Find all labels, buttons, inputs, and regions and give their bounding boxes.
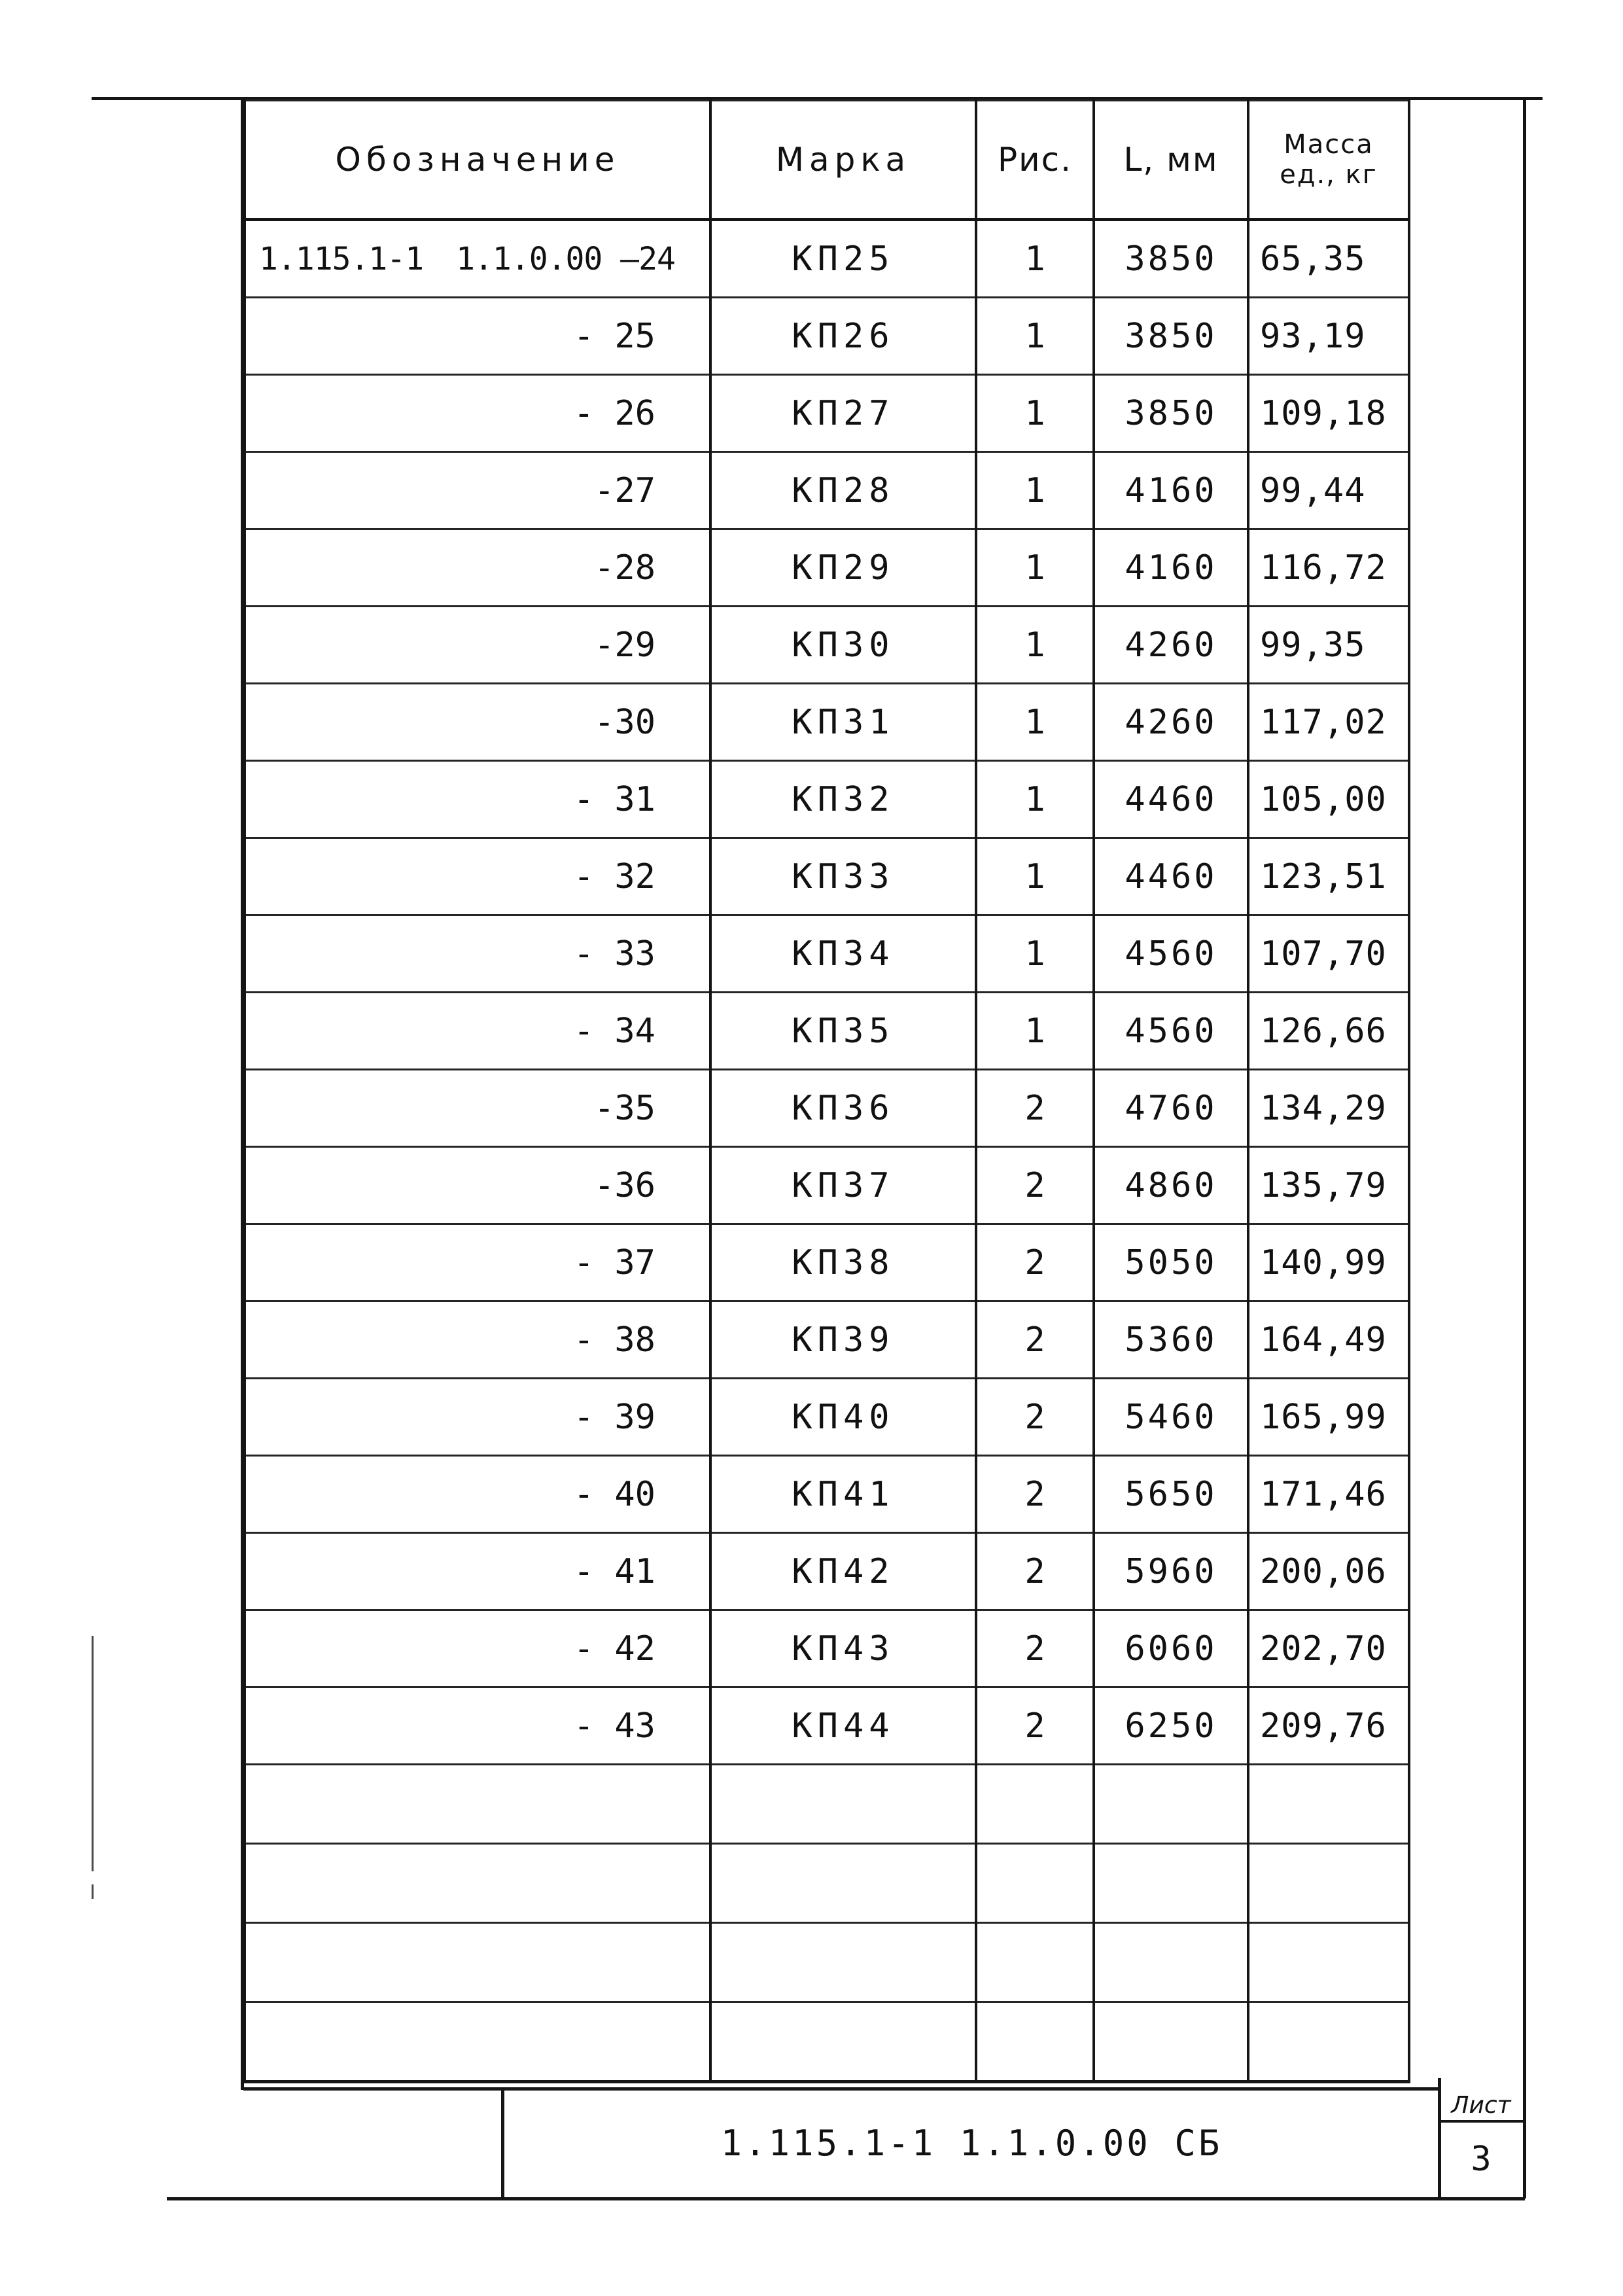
- mass-cell: 107,70: [1248, 915, 1409, 993]
- designation-value: - 40: [573, 1474, 655, 1514]
- designation-value: - 25: [573, 316, 655, 356]
- designation-value: - 32: [573, 857, 655, 896]
- table-row: [245, 993, 1409, 1070]
- column-header-designation: Обозначение: [245, 101, 710, 220]
- column-header-mark: Марка: [710, 101, 976, 220]
- designation-value: - 42: [573, 1629, 655, 1669]
- sheet-label-underline: [1438, 2120, 1524, 2123]
- length-cell: 3850: [1094, 220, 1248, 298]
- length-cell: 4760: [1094, 1070, 1248, 1147]
- table-row: [245, 452, 1409, 529]
- table-row: [245, 1456, 1409, 1533]
- mass-cell: 65,35: [1248, 220, 1409, 298]
- table-row: [245, 220, 1409, 298]
- table-body: [245, 220, 1409, 2082]
- length-cell: 4260: [1094, 684, 1248, 761]
- length-cell: 4260: [1094, 607, 1248, 684]
- designation-cell: [245, 1224, 710, 1301]
- designation-cell: [245, 607, 710, 684]
- mark-cell: КП42: [710, 1533, 976, 1610]
- blank-cell: [245, 1844, 710, 1923]
- table-row: [245, 761, 1409, 838]
- figure-cell: 2: [976, 1456, 1094, 1533]
- designation-cell: [245, 838, 710, 915]
- figure-cell: 2: [976, 1379, 1094, 1456]
- length-cell: 3850: [1094, 298, 1248, 375]
- designation-cell: [245, 684, 710, 761]
- blank-cell: [1248, 2002, 1409, 2082]
- designation-value: - 33: [573, 934, 655, 974]
- mass-cell: 164,49: [1248, 1301, 1409, 1379]
- blank-cell: [1248, 1923, 1409, 2002]
- mark-cell: КП29: [710, 529, 976, 607]
- designation-value: - 37: [573, 1243, 655, 1282]
- blank-cell: [245, 1923, 710, 2002]
- blank-cell: [245, 1765, 710, 1844]
- sheet-label: Лист: [1451, 2091, 1511, 2119]
- blank-cell: [1094, 1844, 1248, 1923]
- length-cell: 5360: [1094, 1301, 1248, 1379]
- mass-cell: 140,99: [1248, 1224, 1409, 1301]
- binding-edge-mark: [92, 1636, 94, 1871]
- figure-cell: 2: [976, 1687, 1094, 1765]
- designation-cell: [245, 529, 710, 607]
- blank-table-row: [245, 2002, 1409, 2082]
- length-cell: 5650: [1094, 1456, 1248, 1533]
- blank-table-row: [245, 1844, 1409, 1923]
- designation-value: -29: [594, 625, 655, 665]
- length-cell: 4560: [1094, 915, 1248, 993]
- mass-header-line1: Масса: [1283, 130, 1374, 160]
- figure-cell: 1: [976, 220, 1094, 298]
- table-row: [245, 607, 1409, 684]
- table-row: [245, 1224, 1409, 1301]
- mass-cell: 105,00: [1248, 761, 1409, 838]
- figure-cell: 2: [976, 1224, 1094, 1301]
- designation-value: -27: [594, 470, 655, 510]
- mass-cell: 202,70: [1248, 1610, 1409, 1687]
- mark-cell: КП31: [710, 684, 976, 761]
- length-cell: 3850: [1094, 375, 1248, 452]
- table-row: [245, 375, 1409, 452]
- designation-cell: [245, 298, 710, 375]
- blank-cell: [710, 1923, 976, 2002]
- designation-value: - 38: [573, 1320, 655, 1360]
- length-cell: 4860: [1094, 1147, 1248, 1224]
- table-row: [245, 1379, 1409, 1456]
- figure-cell: 1: [976, 452, 1094, 529]
- blank-cell: [245, 2002, 710, 2082]
- figure-cell: 2: [976, 1147, 1094, 1224]
- table-row: [245, 684, 1409, 761]
- blank-cell: [976, 2002, 1094, 2082]
- mass-cell: 126,66: [1248, 993, 1409, 1070]
- blank-cell: [1094, 1923, 1248, 2002]
- document-code: 1.115.1-1 1.1.0.00 СБ: [720, 2122, 1223, 2164]
- mark-cell: КП32: [710, 761, 976, 838]
- length-cell: 6060: [1094, 1610, 1248, 1687]
- length-cell: 5960: [1094, 1533, 1248, 1610]
- designation-value: - 26: [573, 393, 655, 433]
- table-row: [245, 1147, 1409, 1224]
- figure-cell: 1: [976, 915, 1094, 993]
- mark-cell: КП35: [710, 993, 976, 1070]
- designation-value: -35: [594, 1088, 655, 1128]
- mass-header-line2: ед., кг: [1280, 160, 1378, 190]
- mark-cell: КП41: [710, 1456, 976, 1533]
- table-row: [245, 298, 1409, 375]
- figure-cell: 1: [976, 529, 1094, 607]
- length-cell: 4460: [1094, 761, 1248, 838]
- blank-cell: [976, 1923, 1094, 2002]
- mark-cell: КП26: [710, 298, 976, 375]
- blank-cell: [1094, 2002, 1248, 2082]
- table-row: [245, 1301, 1409, 1379]
- length-cell: 4560: [1094, 993, 1248, 1070]
- blank-table-row: [245, 1923, 1409, 2002]
- designation-cell: [245, 1379, 710, 1456]
- blank-cell: [710, 1844, 976, 1923]
- mark-cell: КП27: [710, 375, 976, 452]
- designation-cell: [245, 1070, 710, 1147]
- designation-cell: [245, 375, 710, 452]
- designation-cell: [245, 1533, 710, 1610]
- mass-cell: 117,02: [1248, 684, 1409, 761]
- designation-prefix: 1.115.1-1: [259, 240, 424, 277]
- mass-cell: 109,18: [1248, 375, 1409, 452]
- designation-cell: [245, 761, 710, 838]
- sheet-number: 3: [1471, 2140, 1492, 2179]
- table-header-row: [245, 101, 1409, 220]
- mark-cell: КП38: [710, 1224, 976, 1301]
- mark-cell: КП25: [710, 220, 976, 298]
- mass-cell: 93,19: [1248, 298, 1409, 375]
- mark-cell: КП44: [710, 1687, 976, 1765]
- figure-cell: 1: [976, 993, 1094, 1070]
- mark-cell: КП34: [710, 915, 976, 993]
- mass-cell: 165,99: [1248, 1379, 1409, 1456]
- column-header-length: L, мм: [1094, 101, 1248, 220]
- blank-cell: [710, 2002, 976, 2082]
- table-row: [245, 1687, 1409, 1765]
- designation-cell: [245, 1687, 710, 1765]
- table-row: [245, 1533, 1409, 1610]
- mark-cell: КП40: [710, 1379, 976, 1456]
- mass-cell: 99,35: [1248, 607, 1409, 684]
- blank-cell: [710, 1765, 976, 1844]
- blank-table-row: [245, 1765, 1409, 1844]
- designation-cell: [245, 993, 710, 1070]
- designation-value: - 34: [573, 1011, 655, 1051]
- length-cell: 5050: [1094, 1224, 1248, 1301]
- designation-value: 1.1.0.00 –24: [456, 240, 675, 277]
- figure-cell: 1: [976, 684, 1094, 761]
- mass-cell: 209,76: [1248, 1687, 1409, 1765]
- table-row: [245, 838, 1409, 915]
- column-header-figure: Рис.: [976, 101, 1094, 220]
- mass-cell: 123,51: [1248, 838, 1409, 915]
- designation-cell: [245, 452, 710, 529]
- frame-right-line: [1523, 97, 1526, 2199]
- blank-cell: [1094, 1765, 1248, 1844]
- length-cell: 6250: [1094, 1687, 1248, 1765]
- table-row: [245, 915, 1409, 993]
- mark-cell: КП37: [710, 1147, 976, 1224]
- mark-cell: КП28: [710, 452, 976, 529]
- figure-cell: 1: [976, 607, 1094, 684]
- binding-edge-mark: [92, 1884, 94, 1899]
- figure-cell: 1: [976, 375, 1094, 452]
- blank-cell: [1248, 1765, 1409, 1844]
- figure-cell: 2: [976, 1610, 1094, 1687]
- table-row: [245, 1070, 1409, 1147]
- mass-cell: 99,44: [1248, 452, 1409, 529]
- mark-cell: КП39: [710, 1301, 976, 1379]
- blank-cell: [976, 1765, 1094, 1844]
- length-cell: 4160: [1094, 452, 1248, 529]
- figure-cell: 1: [976, 838, 1094, 915]
- designation-value: - 39: [573, 1397, 655, 1437]
- mass-cell: 134,29: [1248, 1070, 1409, 1147]
- designation-cell: [245, 1456, 710, 1533]
- specification-table: [243, 99, 1410, 2083]
- designation-cell: [245, 220, 710, 298]
- blank-cell: [1248, 1844, 1409, 1923]
- designation-value: - 41: [573, 1551, 655, 1591]
- designation-value: - 43: [573, 1706, 655, 1746]
- designation-value: -36: [594, 1165, 655, 1205]
- figure-cell: 2: [976, 1070, 1094, 1147]
- designation-value: - 31: [573, 779, 655, 819]
- table-row: [245, 1610, 1409, 1687]
- figure-cell: 2: [976, 1301, 1094, 1379]
- blank-cell: [976, 1844, 1094, 1923]
- mass-cell: 200,06: [1248, 1533, 1409, 1610]
- table-row: [245, 529, 1409, 607]
- mass-cell: 171,46: [1248, 1456, 1409, 1533]
- length-cell: 5460: [1094, 1379, 1248, 1456]
- mark-cell: КП36: [710, 1070, 976, 1147]
- designation-value: -28: [594, 548, 655, 588]
- length-cell: 4460: [1094, 838, 1248, 915]
- designation-value: -30: [594, 702, 655, 742]
- mass-cell: 116,72: [1248, 529, 1409, 607]
- mark-cell: КП30: [710, 607, 976, 684]
- figure-cell: 1: [976, 298, 1094, 375]
- mark-cell: КП43: [710, 1610, 976, 1687]
- designation-cell: [245, 915, 710, 993]
- mass-cell: 135,79: [1248, 1147, 1409, 1224]
- length-cell: 4160: [1094, 529, 1248, 607]
- designation-cell: [245, 1147, 710, 1224]
- column-header-mass: [1248, 101, 1409, 220]
- figure-cell: 1: [976, 761, 1094, 838]
- designation-cell: [245, 1610, 710, 1687]
- figure-cell: 2: [976, 1533, 1094, 1610]
- mark-cell: КП33: [710, 838, 976, 915]
- designation-cell: [245, 1301, 710, 1379]
